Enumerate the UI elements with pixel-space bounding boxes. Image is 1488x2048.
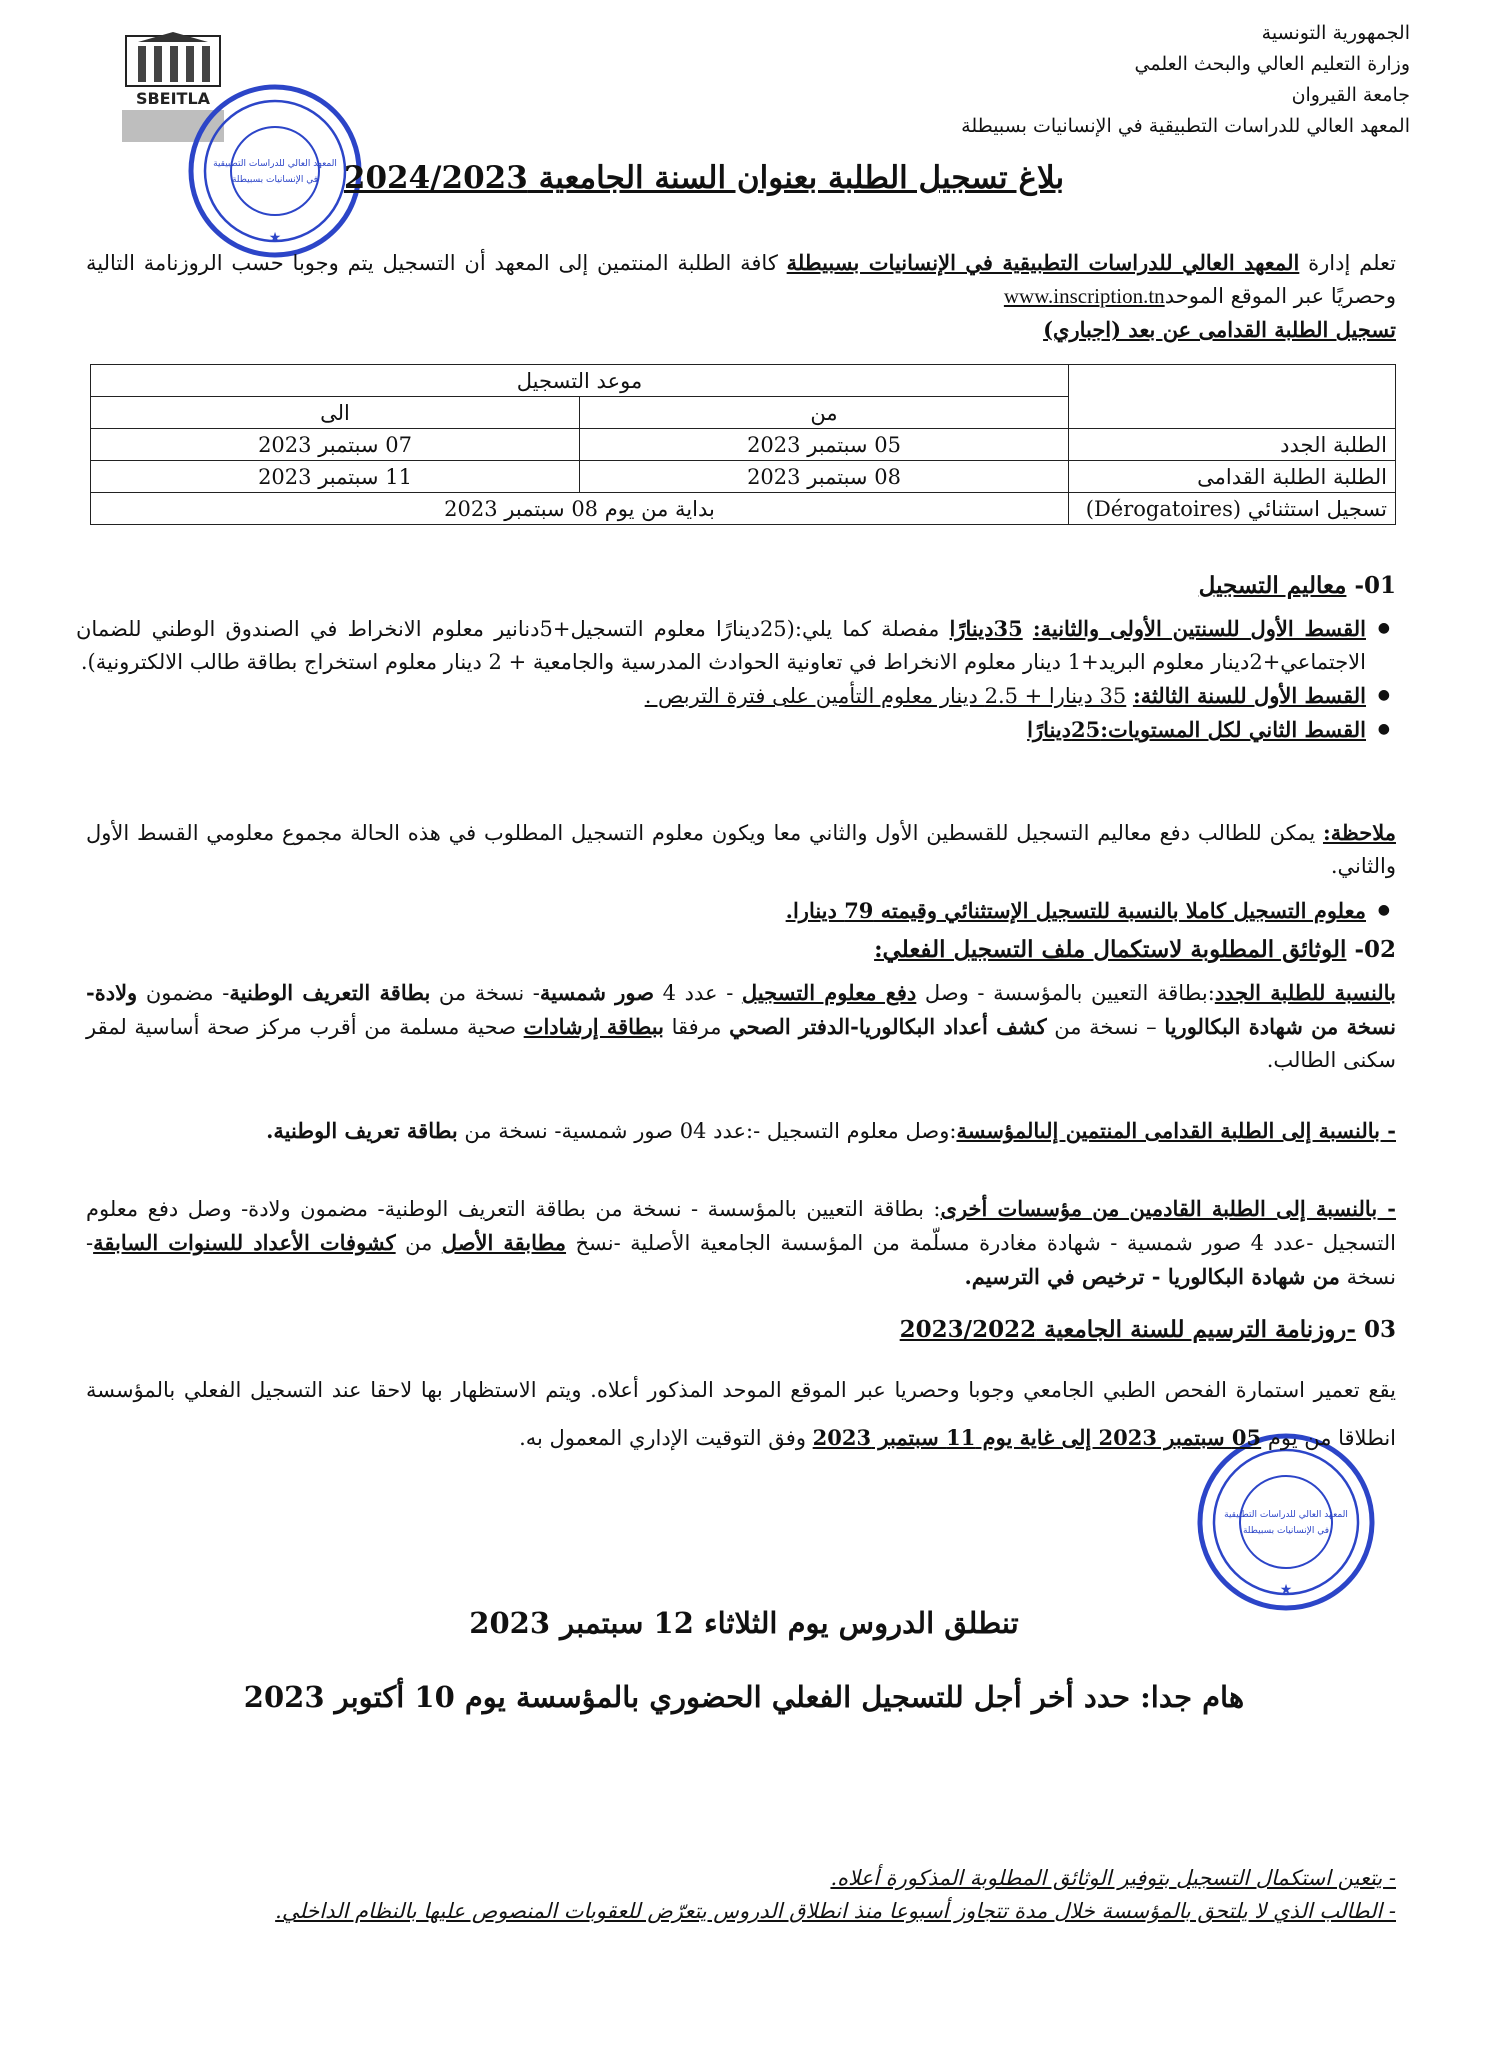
section-enrollment-calendar-heading: 03 -روزنامة الترسيم للسنة الجامعية 2023/2022 xyxy=(899,1316,1396,1343)
svg-text:★: ★ xyxy=(1279,1582,1293,1598)
registration-schedule-table xyxy=(90,364,1396,525)
header-ministry: وزارة التعليم العالي والبحث العلمي xyxy=(1134,53,1410,75)
intro-paragraph: تعلم إدارة المعهد العالي للدراسات التطبيقية في الإنسانيات بسبيطلة كافة الطلبة المنتمين إلى المعهد أن التسجيل يتم وجوبا حسب الروزنامة التالية وحصريًا عبر الموقع الموحدwww.inscription.tn تسجيل الطلبة القدامى عن بعد (اجباري) xyxy=(86,246,1396,346)
list-item: ● القسط الأول للسنة الثالثة: 35 دينارا + 2.5 دينار معلوم التأمين على فترة التربص . xyxy=(76,679,1366,713)
footer-line-1: - يتعين استكمال التسجيل بتوفير الوثائق المطلوبة المذكورة أعلاه. xyxy=(830,1866,1396,1890)
docs-old-students: - بالنسبة إلى الطلبة القدامى المنتمين إلىالمؤسسة:وصل معلوم التسجيل -:عدد 04 صور شمسية- نسخة من بطاقة تعريف الوطنية. xyxy=(266,1118,1396,1143)
svg-text:في الإنسانيات بسبيطلة: في الإنسانيات بسبيطلة xyxy=(1242,1526,1330,1536)
table-corner xyxy=(1069,365,1396,429)
table-row: الطلبة الجدد 05 سبتمبر 2023 07 سبتمبر 2023 xyxy=(91,429,1396,461)
header-republic: الجمهورية التونسية xyxy=(1261,22,1410,44)
header-institute: المعهد العالي للدراسات التطبيقية في الإنسانيات بسبيطلة xyxy=(961,115,1410,137)
page-title: بلاغ تسجيل الطلبة بعنوان السنة الجامعية 2024/2023 xyxy=(343,160,1065,196)
list-item: ● القسط الأول للسنتين الأولى والثانية: 35دينارًا مفصلة كما يلي:(25دينارًا معلوم التسجيل+5دنانير معلوم الانخراط في الصندوق الوطني للضمان الاجتماعي+2دينار معلوم البريد+1 دينار معلوم الانخراط في تعاونية الحوادث المدرسية والجامعية + 2 دينار معلوم استخراج بطاقة طالب الالكترونية). xyxy=(76,612,1366,679)
fees-list xyxy=(76,612,1396,747)
medical-form-paragraph: يقع تعمير استمارة الفحص الطبي الجامعي وجوبا وحصريا عبر الموقع الموحد المذكور أعلاه. ويتم الاستظهار بها لاحقا عند التسجيل الفعلي بالمؤسسة انطلاقا من يوم 05 سبتمبر 2023 إلى غاية يوم 11 سبتمبر 2023 وفق التوقيت الإداري المعمول به. xyxy=(86,1378,1396,1450)
institute-name: المعهد العالي للدراسات التطبيقية في الإنسانيات بسبيطلة xyxy=(786,250,1300,275)
list-item: ● القسط الثاني لكل المستويات:25دينارًا xyxy=(76,713,1366,747)
table-header-to: الى xyxy=(91,397,580,429)
remote-registration-heading: تسجيل الطلبة القدامى عن بعد (اجباري) xyxy=(1043,317,1396,342)
table-row: الطلبة الطلبة القدامى 08 سبتمبر 2023 11 سبتمبر 2023 xyxy=(91,461,1396,493)
classes-start-notice: تنطلق الدروس يوم الثلاثاء 12 سبتمبر 2023 xyxy=(469,1606,1019,1640)
table-header-main: موعد التسجيل xyxy=(91,365,1069,397)
svg-text:★: ★ xyxy=(268,230,282,246)
section-fees-heading: 01- معاليم التسجيل xyxy=(1198,572,1396,599)
svg-text:المعهد العالي للدراسات التطبيق: المعهد العالي للدراسات التطبيقية xyxy=(1224,1510,1348,1520)
section-documents-heading: 02- الوثائق المطلوبة لاستكمال ملف التسجيل الفعلي: xyxy=(874,936,1396,963)
site-link[interactable]: www.inscription.tn xyxy=(1003,284,1165,308)
ministry-header xyxy=(961,18,1410,142)
docs-transfer-students: - بالنسبة إلى الطلبة القادمين من مؤسسات أخرى: بطاقة التعيين بالمؤسسة - نسخة من بطاقة التعريف الوطنية- مضمون ولادة- وصل دفع معلوم التسجيل -عدد 4 صور شمسية - شهادة مغادرة مسلّمة من المؤسسة الجامعية الأصلية -نسخ مطابقة الأصل من كشوفات الأعداد للسنوات السابقة- نسخة من شهادة البكالوريا - ترخيص في الترسيم. xyxy=(86,1196,1396,1289)
logo-text: SBEITLA xyxy=(135,89,211,108)
table-row: تسجيل استثنائي (Dérogatoires) بداية من يوم 08 سبتمبر 2023 xyxy=(91,493,1396,525)
svg-text:في الإنسانيات بسبيطلة: في الإنسانيات بسبيطلة xyxy=(231,175,319,185)
footer-line-2: - الطالب الذي لا يلتحق بالمؤسسة خلال مدة تتجاوز أسبوعا منذ انطلاق الدروس يتعرّض للعقوبات المنصوص عليها بالنظام الداخلي. xyxy=(275,1899,1396,1923)
footer-notes xyxy=(86,1862,1396,1928)
svg-text:المعهد العالي للدراسات التطبيق: المعهد العالي للدراسات التطبيقية xyxy=(213,159,337,169)
fees-note: ملاحظة: يمكن للطالب دفع معاليم التسجيل للقسطين الأول والثاني معا ويكون معلوم التسجيل المطلوب في هذه الحالة مجموع معلومي القسط الأول والثاني. xyxy=(86,820,1396,878)
exceptional-fee xyxy=(76,894,1396,928)
table-header-from: من xyxy=(580,397,1069,429)
docs-new-students: بالنسبة للطلبة الجدد:بطاقة التعيين بالمؤسسة - وصل دفع معلوم التسجيل - عدد 4 صور شمسية- نسخة من بطاقة التعريف الوطنية- مضمون ولادة-نسخة من شهادة البكالوريا – نسخة من كشف أعداد البكالوريا-الدفتر الصحي مرفقا ببطاقة إرشادات صحية مسلمة من أقرب مركز صحة أساسية لمقر سكنى الطالب. xyxy=(86,980,1396,1072)
list-item: ● معلوم التسجيل كاملا بالنسبة للتسجيل الإستثنائي وقيمته 79 دينارا. xyxy=(76,894,1366,928)
header-university: جامعة القيروان xyxy=(1291,84,1410,106)
deadline-notice: هام جدا: حدد أخر أجل للتسجيل الفعلي الحضوري بالمؤسسة يوم 10 أكتوبر 2023 xyxy=(243,1680,1245,1714)
